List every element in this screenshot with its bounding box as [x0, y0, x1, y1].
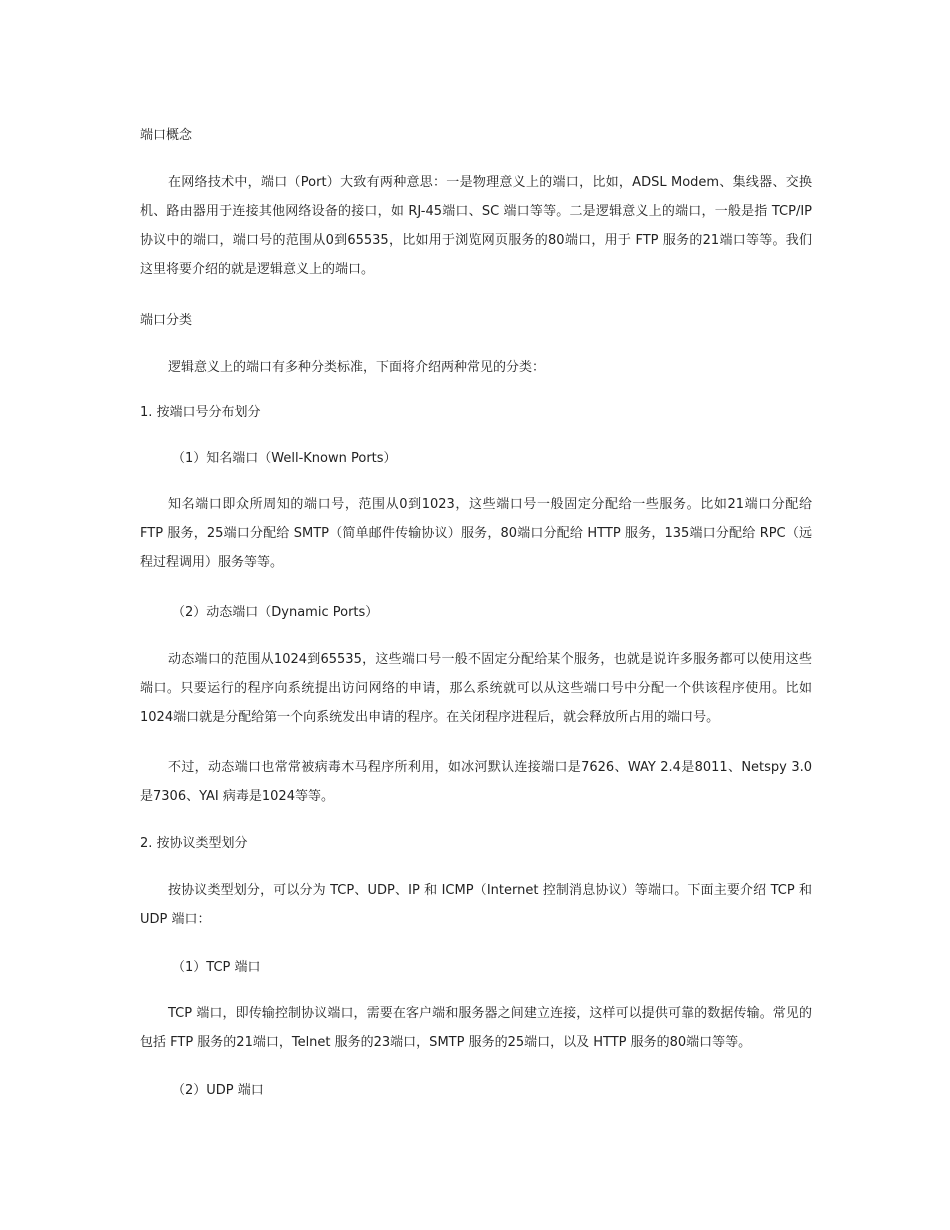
subsection-dynamic-ports: （2）动态端口（Dynamic Ports）	[172, 605, 379, 620]
subsection-well-known-ports: （1）知名端口（Well-Known Ports）	[172, 451, 397, 466]
paragraph-dynamic-ports: 动态端口的范围从1024到65535，这些端口号一般不固定分配给某个服务，也就是说许多服务都可以使用这些端口。只要运行的程序向系统提出访问网络的申请，那么系统就可以从这些端口号中分配一个供该程序使用。比如1024端口就是分配给第一个向系统发出申请的程序。在关闭程序进程后，就会释放所占用的端口号。	[140, 652, 812, 725]
paragraph-tcp-ports: TCP 端口，即传输控制协议端口，需要在客户端和服务器之间建立连接，这样可以提供可靠的数据传输。常见的包括 FTP 服务的21端口，Telnet 服务的23端口，SMTP 服务的25端口，以及 HTTP 服务的80端口等等。	[140, 1006, 812, 1050]
section-by-protocol: 2. 按协议类型划分	[140, 836, 248, 851]
paragraph-protocol-types: 按协议类型划分，可以分为 TCP、UDP、IP 和 ICMP（Internet 控制消息协议）等端口。下面主要介绍 TCP 和 UDP 端口：	[140, 883, 812, 927]
paragraph-trojan-ports: 不过，动态端口也常常被病毒木马程序所利用，如冰河默认连接端口是7626、WAY 2.4是8011、Netspy 3.0是7306、YAI 病毒是1024等等。	[140, 760, 812, 804]
paragraph-well-known-ports: 知名端口即众所周知的端口号，范围从0到1023，这些端口号一般固定分配给一些服务。比如21端口分配给 FTP 服务，25端口分配给 SMTP（简单邮件传输协议）服务，80端口分配给 HTTP 服务，135端口分配给 RPC（远程过程调用）服务等等。	[140, 497, 812, 570]
heading-port-concept: 端口概念	[140, 128, 193, 143]
heading-port-classification: 端口分类	[140, 313, 193, 328]
subsection-udp-ports: （2）UDP 端口	[172, 1083, 264, 1098]
subsection-tcp-ports: （1）TCP 端口	[172, 960, 261, 975]
paragraph-classification-intro: 逻辑意义上的端口有多种分类标准，下面将介绍两种常见的分类：	[168, 360, 546, 375]
paragraph-port-concept: 在网络技术中，端口（Port）大致有两种意思：一是物理意义上的端口，比如，ADSL Modem、集线器、交换机、路由器用于连接其他网络设备的接口，如 RJ-45端口、SC 端口等等。二是逻辑意义上的端口，一般是指 TCP/IP 协议中的端口，端口号的范围从0到65535，比如用于浏览网页服务的80端口，用于 FTP 服务的21端口等等。我们这里将要介绍的就是逻辑意义上的端口。	[140, 175, 812, 277]
section-by-port-number: 1. 按端口号分布划分	[140, 405, 261, 420]
